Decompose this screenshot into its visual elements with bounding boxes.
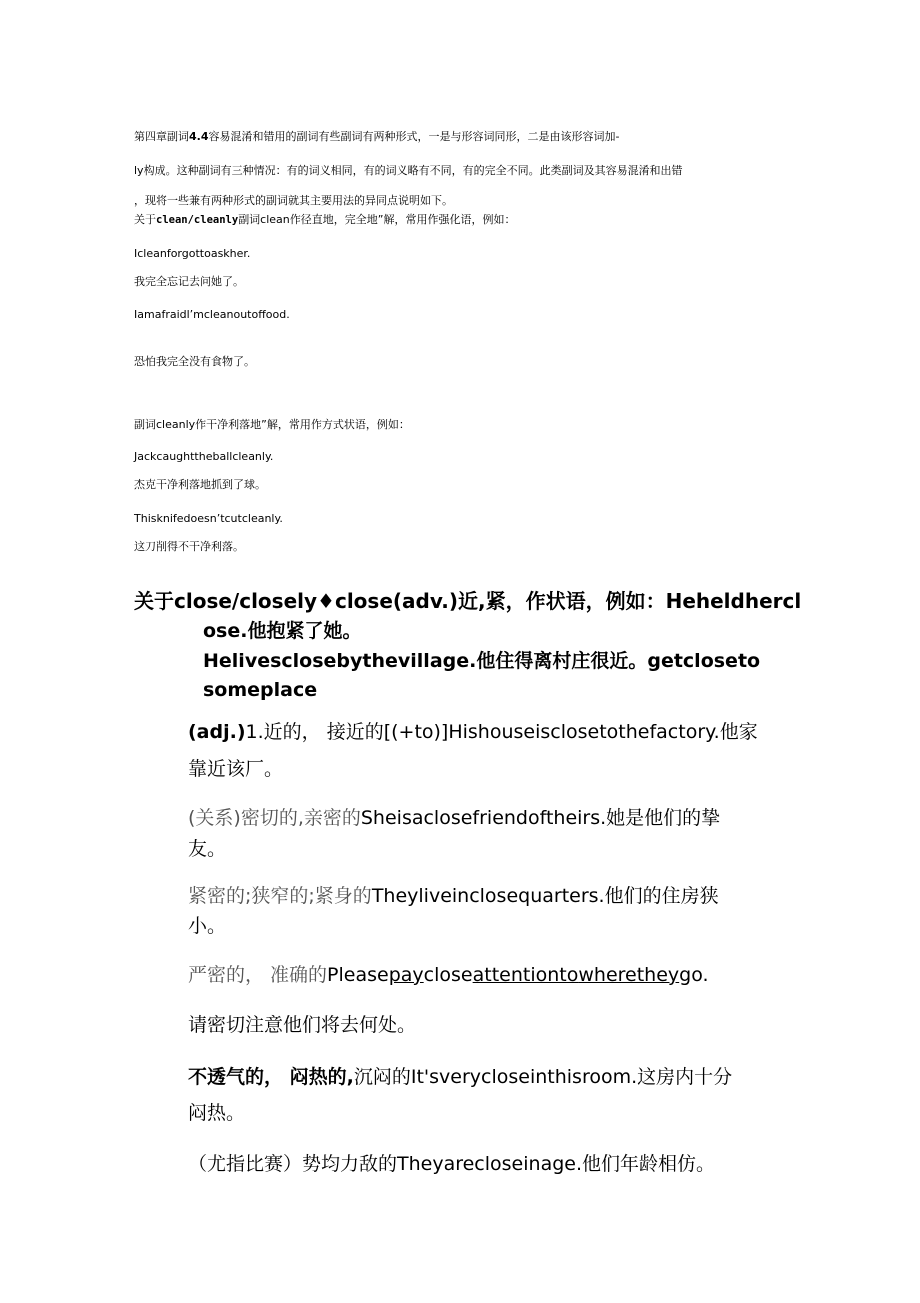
example-zh: 恐怕我完全没有食物了。 [134, 355, 255, 368]
match-line: （尤指比赛）势均力敌的Theyarecloseinage.他们年龄相仿。 [188, 1153, 716, 1175]
adj-line-1: (adj.)1.近的， 接近的[(+to)]Hishouseisclosetothefactory.他家 [188, 721, 758, 743]
relation-line-2: 友。 [188, 838, 227, 860]
close-heading: 关于close/closely♦close(adv.)近,紧，作状语，例如：Heheldhercl [134, 589, 802, 613]
example-zh: 这刀削得不干净利落。 [134, 540, 244, 553]
example-zh: 杰克干净利落地抓到了球。 [134, 478, 266, 491]
strict-line-1: 严密的， 准确的Pleasepaycloseattentiontowheretheygo. [188, 964, 709, 986]
close-line-3: Helivesclosebythevillage.他住得离村庄很近。getcloseto [203, 650, 761, 672]
close-line-2: ose.他抱紧了她。 [203, 620, 362, 642]
example-en: Thisknifedoesn’tcutcleanly. [134, 512, 283, 525]
stuffy-line-2: 闷热。 [188, 1102, 246, 1124]
relation-line-1: (关系)密切的,亲密的Sheisaclosefriendoftheirs.她是他们的挚 [188, 807, 721, 829]
tight-line-2: 小。 [188, 915, 227, 937]
intro-line-2: ly构成。这种副词有三种情况：有的词义相同，有的词义略有不同，有的完全不同。此类副词及其容易混淆和出错 [134, 164, 683, 177]
intro-line-3: ，现将一些兼有两种形式的副词就其主要用法的异同点说明如下。 [134, 194, 453, 207]
example-en: Icleanforgottoaskher. [134, 247, 251, 260]
stuffy-line-1: 不透气的， 闷热的,沉闷的It'sverycloseinthisroom.这房内十分 [188, 1066, 733, 1088]
intro-line-1: 第四章副词4.4容易混淆和错用的副词有些副词有两种形式，一是与形容词同形，二是由该形容词加- [134, 130, 620, 143]
clean-cleanly-heading: 关于clean/cleanly副词clean作径直地，完全地”解，常用作强化语，例如： [134, 213, 516, 226]
tight-line-1: 紧密的;狭窄的;紧身的Theyliveinclosequarters.他们的住房狭 [188, 885, 719, 907]
strict-zh: 请密切注意他们将去何处。 [188, 1014, 417, 1036]
adj-line-2: 靠近该厂。 [188, 758, 284, 780]
example-en: Iamafraidl’mcleanoutoffood. [134, 308, 290, 321]
close-line-4: someplace [203, 679, 318, 701]
example-zh: 我完全忘记去问她了。 [134, 275, 244, 288]
example-en: Jackcaughttheballcleanly. [134, 450, 274, 463]
cleanly-heading: 副词cleanly作干净利落地”解，常用作方式状语，例如： [134, 418, 410, 431]
